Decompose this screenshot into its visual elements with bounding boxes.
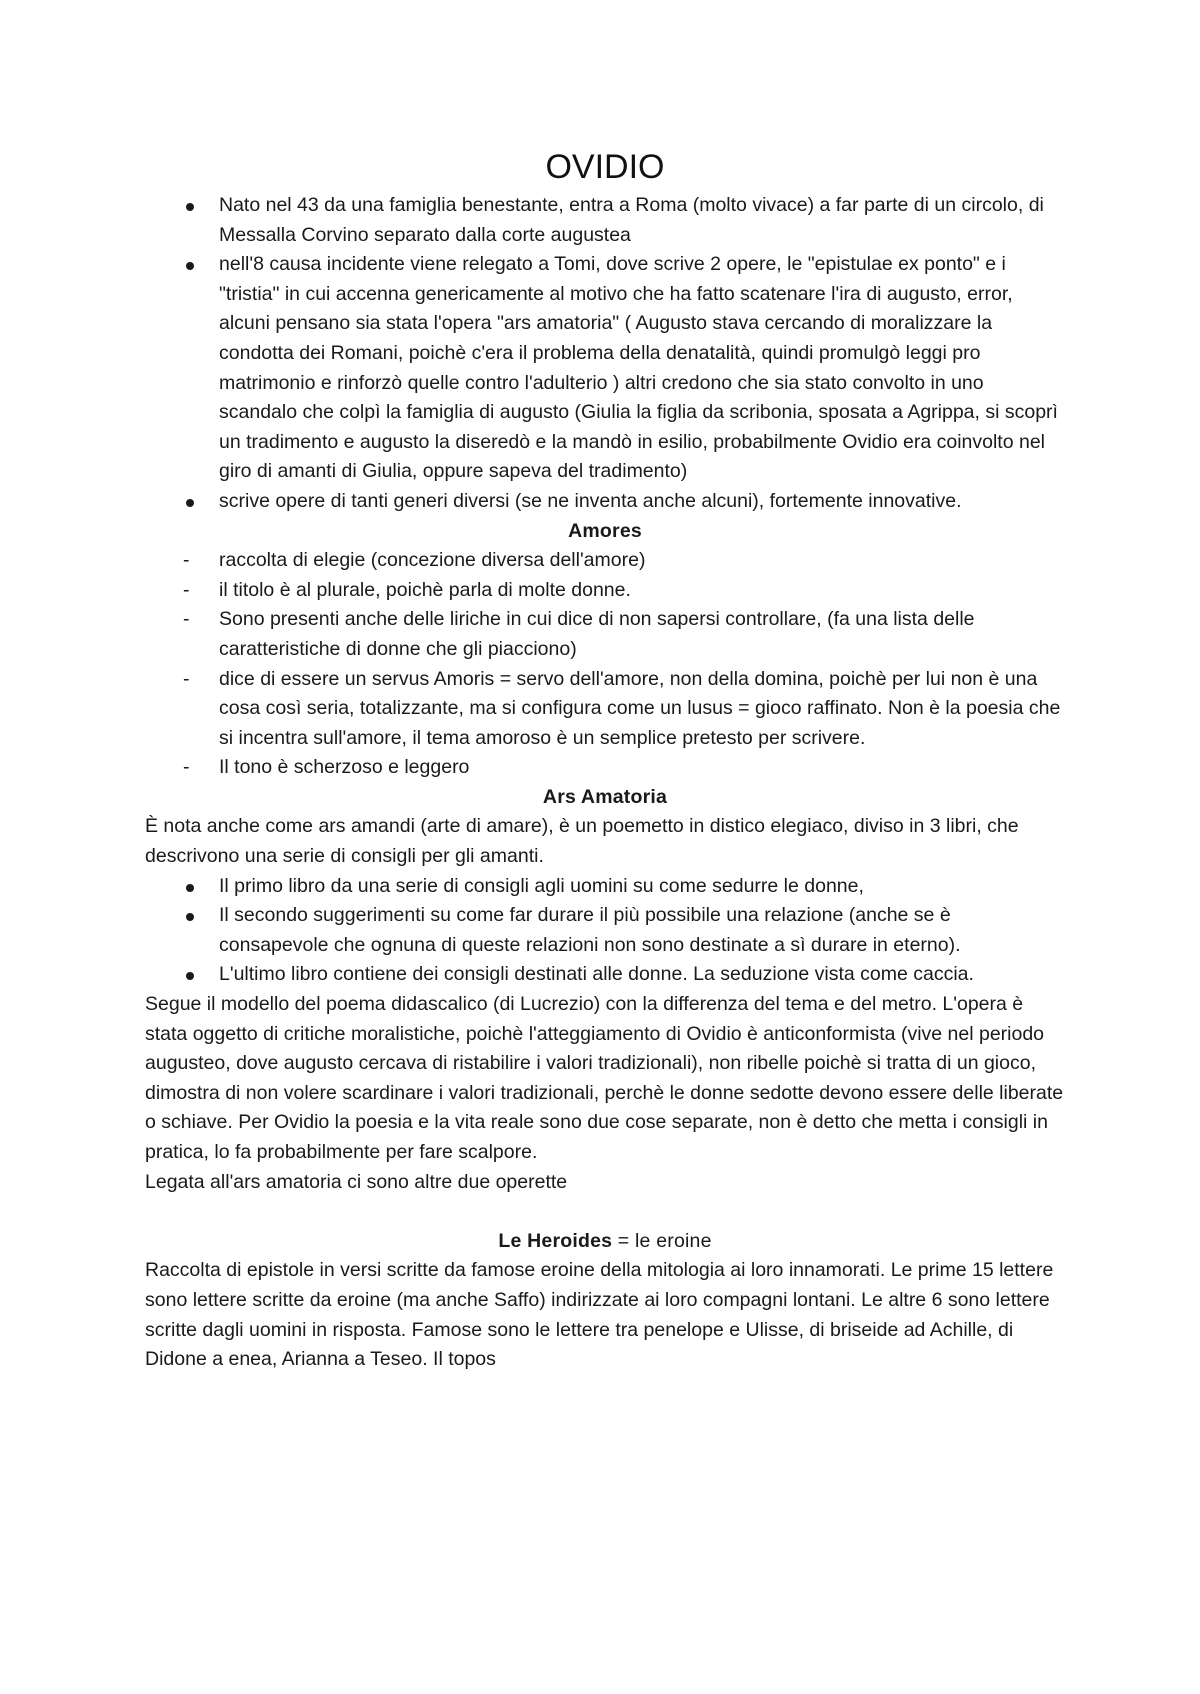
list-item: L'ultimo libro contiene dei consigli destinati alle donne. La seduzione vista come caccia. [145,960,1065,990]
list-item: - raccolta di elegie (concezione diversa dell'amore) [145,546,1065,576]
amores-dash-list [145,546,1065,783]
section-heading-amores: Amores [568,519,642,542]
blank-line [145,1197,1065,1227]
intro-bullet-list [145,191,1065,517]
heroides-paragraph: Raccolta di epistole in versi scritte da famose eroine della mitologia ai loro innamorati. Le prime 15 lettere sono lettere scritte da eroine (ma anche Saffo) indirizzate ai loro compagni lontani. Le altre 6 sono lettere scritte dagli uomini in risposta. Famose sono le lettere tra penelope e Ulisse, di briseide ad Achille, di Didone a enea, Arianna a Teseo. Il topos [145,1259,1054,1371]
section-heading-heroides [145,1227,1065,1257]
document-page [145,145,1065,1375]
list-item: - Sono presenti anche delle liriche in cui dice di non sapersi controllare, (fa una lista delle caratteristiche di donne che gli piacciono) [145,605,1065,664]
document-title: OVIDIO [545,148,665,186]
list-item: nell'8 causa incidente viene relegato a Tomi, dove scrive 2 opere, le "epistulae ex ponto" e i "tristia" in cui accenna genericamente al motivo che ha fatto scatenare l'ira di augusto, error, alcuni pensano sia stata l'opera "ars amatoria" ( Augusto stava cercando di moralizzare la condotta dei Romani, poichè c'era il problema della denatalità, quindi promulgò leggi pro matrimonio e rinforzò quelle contro l'adulterio ) altri credono che sia stato convolto in uno scandalo che colpì la famiglia di augusto (Giulia la figlia da scribonia, sposata a Agrippa, si scoprì un tradimento e augusto la diseredò e la mandò in esilio, probabilmente Ovidio era coinvolto nel giro di amanti di Giulia, oppure sapeva del tradimento) [145,250,1065,487]
ars-amatoria-bullet-list [145,872,1065,990]
ars-amatoria-closing: Legata all'ars amatoria ci sono altre due operette [145,1170,568,1193]
list-item: Il secondo suggerimenti su come far durare il più possibile una relazione (anche se è consapevole che ognuna di queste relazioni non sono destinate a sì durare in eterno). [145,901,1065,960]
ars-amatoria-paragraph: Segue il modello del poema didascalico (di Lucrezio) con la differenza del tema e del metro. L'opera è stata oggetto di critiche moralistiche, poichè l'atteggiamento di Ovidio è anticonformista (vive nel periodo augusteo, dove augusto cercava di ristabilire i valori tradizionali), non ribelle poichè si tratta di un gioco, dimostra di non volere scardinare i valori tradizionali, perchè le donne sedotte devono essere delle liberate o schiave. Per Ovidio la poesia e la vita reale sono due cose separate, non è detto che metta i consigli in pratica, lo fa probabilmente per fare scalpore. [145,993,1064,1163]
list-item: - dice di essere un servus Amoris = servo dell'amore, non della domina, poichè per lui non è una cosa così seria, totalizzante, ma si configura come un lusus = gioco raffinato. Non è la poesia che si incentra sull'amore, il tema amoroso è un semplice pretesto per scrivere. [145,665,1065,754]
list-item: Il primo libro da una serie di consigli agli uomini su come sedurre le donne, [145,872,1065,902]
section-heading-ars-amatoria: Ars Amatoria [542,785,668,808]
heroides-heading-rest: = le eroine [612,1229,712,1252]
heroides-heading-bold: Le Heroides [498,1229,613,1252]
list-item: - Il tono è scherzoso e leggero [145,753,1065,783]
list-item: Nato nel 43 da una famiglia benestante, entra a Roma (molto vivace) a far parte di un circolo, di Messalla Corvino separato dalla corte augustea [145,191,1065,250]
list-item: scrive opere di tanti generi diversi (se ne inventa anche alcuni), fortemente innovative. [145,487,1065,517]
list-item: - il titolo è al plurale, poichè parla di molte donne. [145,576,1065,606]
ars-amatoria-intro: È nota anche come ars amandi (arte di amare), è un poemetto in distico elegiaco, diviso in 3 libri, che descrivono una serie di consigli per gli amanti. [145,815,1019,868]
